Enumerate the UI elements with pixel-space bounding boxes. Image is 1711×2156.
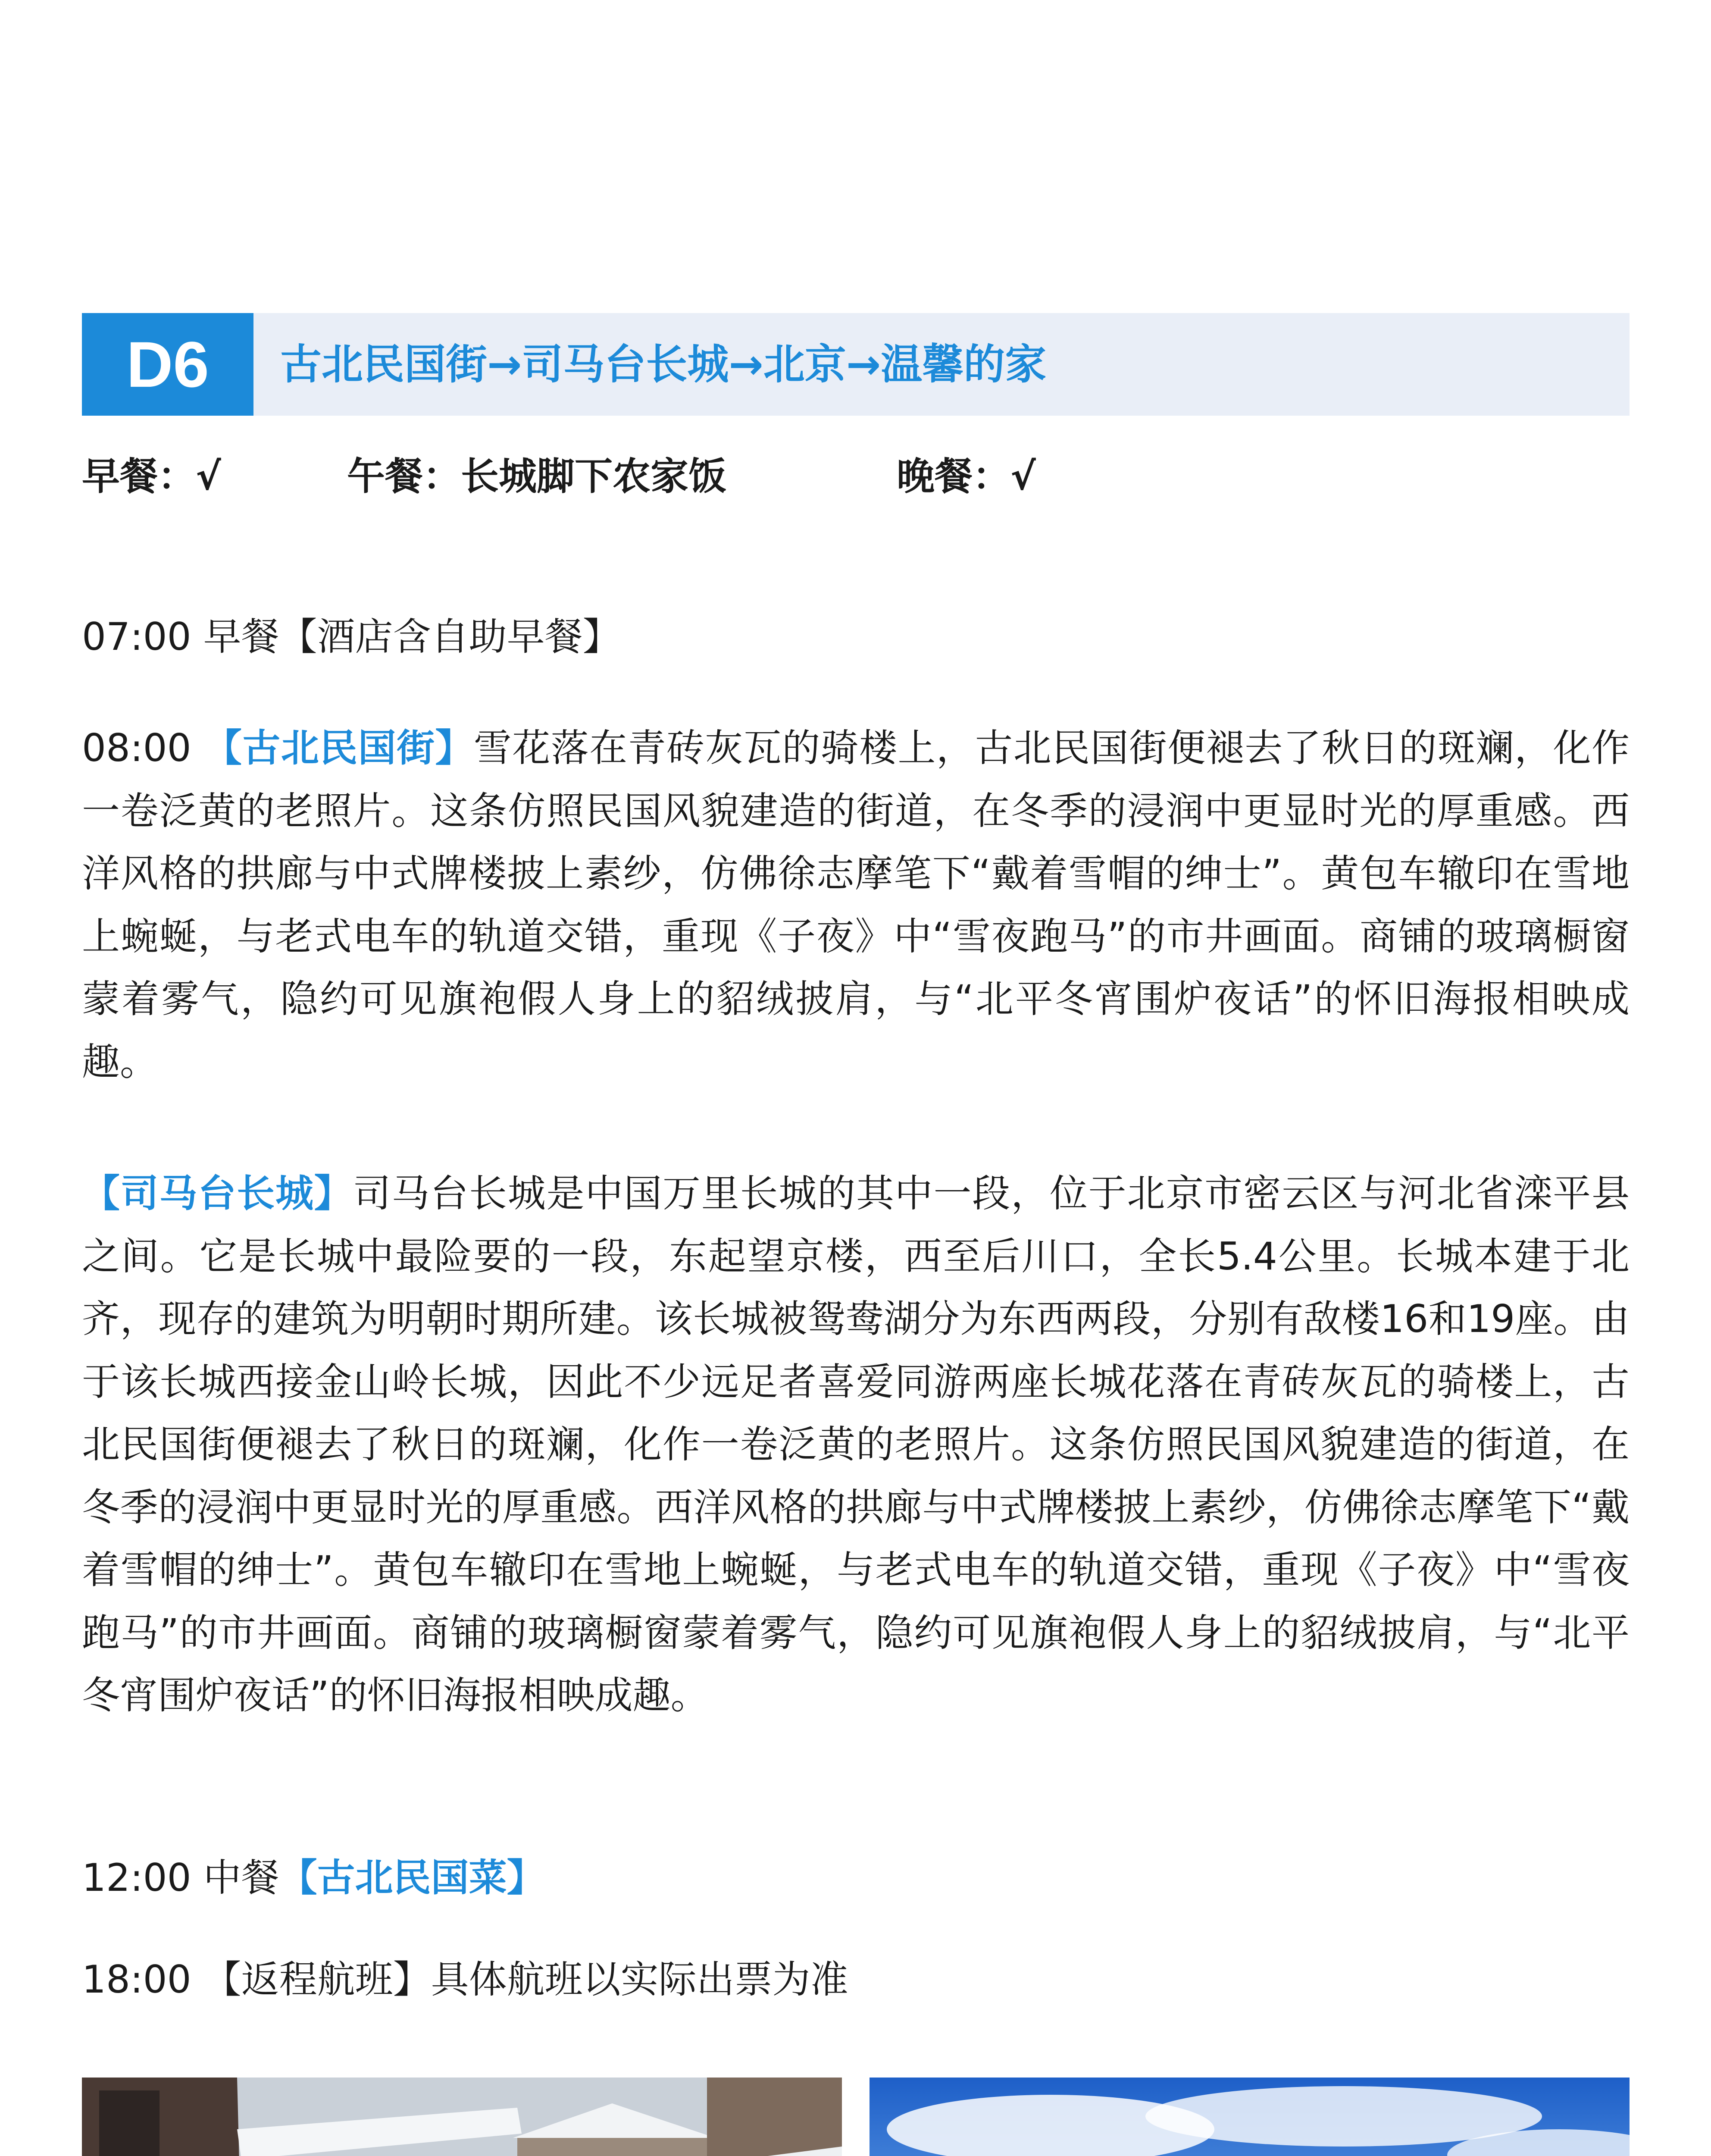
meal-lunch: 午餐：长城脚下农家饭 — [347, 454, 727, 498]
schedule-simatai — [82, 1162, 1630, 1727]
meal-dinner: 晚餐：√ — [897, 454, 1036, 498]
schedule-time: 08:00 — [82, 726, 204, 770]
place-description-simatai: 司马台长城是中国万里长城的其中一段，位于北京市密云区与河北省滦平县之间。它是长城中最险要的一段，东起望京楼，西至后川口，全长5.4公里。长城本建于北齐，现存的建筑为明朝时期所建。该长城被鸳鸯湖分为东西两段，分别有敌楼16和19座。由于该长城西接金山岭长城，因此不少远足者喜爱同游两座长城花落在青砖灰瓦的骑楼上，古北民国街便褪去了秋日的斑斓，化作一卷泛黄的老照片。这条仿照民国风貌建造的街道，在冬季的浸润中更显时光的厚重感。西洋风格的拱廊与中式牌楼披上素纱，仿佛徐志摩笔下“戴着雪帽的绅士”。黄包车辙印在雪地上蜿蜒，与老式电车的轨道交错，重现《子夜》中“雪夜跑马”的市井画面。商铺的玻璃橱窗蒙着雾气，隐约可见旗袍假人身上的貂绒披肩，与“北平冬宵围炉夜话”的怀旧海报相映成趣。 — [82, 1171, 1630, 1717]
schedule-breakfast: 07:00 早餐【酒店含自助早餐】 — [82, 614, 621, 659]
place-name-simatai: 【司马台长城】 — [82, 1171, 353, 1216]
schedule-gubei-street — [82, 717, 1630, 1093]
schedule-lunch — [82, 1846, 545, 1909]
great-wall-image — [870, 2078, 1630, 2156]
day-route-title: 古北民国街→司马台长城→北京→温馨的家 — [280, 340, 1047, 389]
gubei-street-image — [82, 2078, 842, 2156]
schedule-lunch-prefix: 12:00 中餐 — [82, 1855, 279, 1900]
meal-breakfast: 早餐：√ — [82, 454, 221, 498]
gubei-street-photo — [82, 2078, 842, 2156]
great-wall-photo — [870, 2078, 1630, 2156]
schedule-return-flight: 18:00 【返程航班】具体航班以实际出票为准 — [82, 1957, 848, 2002]
day-badge: D6 — [82, 313, 253, 416]
place-name-lunch: 【古北民国菜】 — [279, 1855, 545, 1900]
place-name-gubei: 【古北民国街】 — [204, 726, 474, 770]
day-header — [82, 313, 1630, 416]
place-description-gubei: 雪花落在青砖灰瓦的骑楼上，古北民国街便褪去了秋日的斑斓，化作一卷泛黄的老照片。这条仿照民国风貌建造的街道，在冬季的浸润中更显时光的厚重感。西洋风格的拱廊与中式牌楼披上素纱，仿佛徐志摩笔下“戴着雪帽的绅士”。黄包车辙印在雪地上蜿蜒，与老式电车的轨道交错，重现《子夜》中“雪夜跑马”的市井画面。商铺的玻璃橱窗蒙着雾气，隐约可见旗袍假人身上的貂绒披肩，与“北平冬宵围炉夜话”的怀旧海报相映成趣。 — [82, 726, 1630, 1084]
